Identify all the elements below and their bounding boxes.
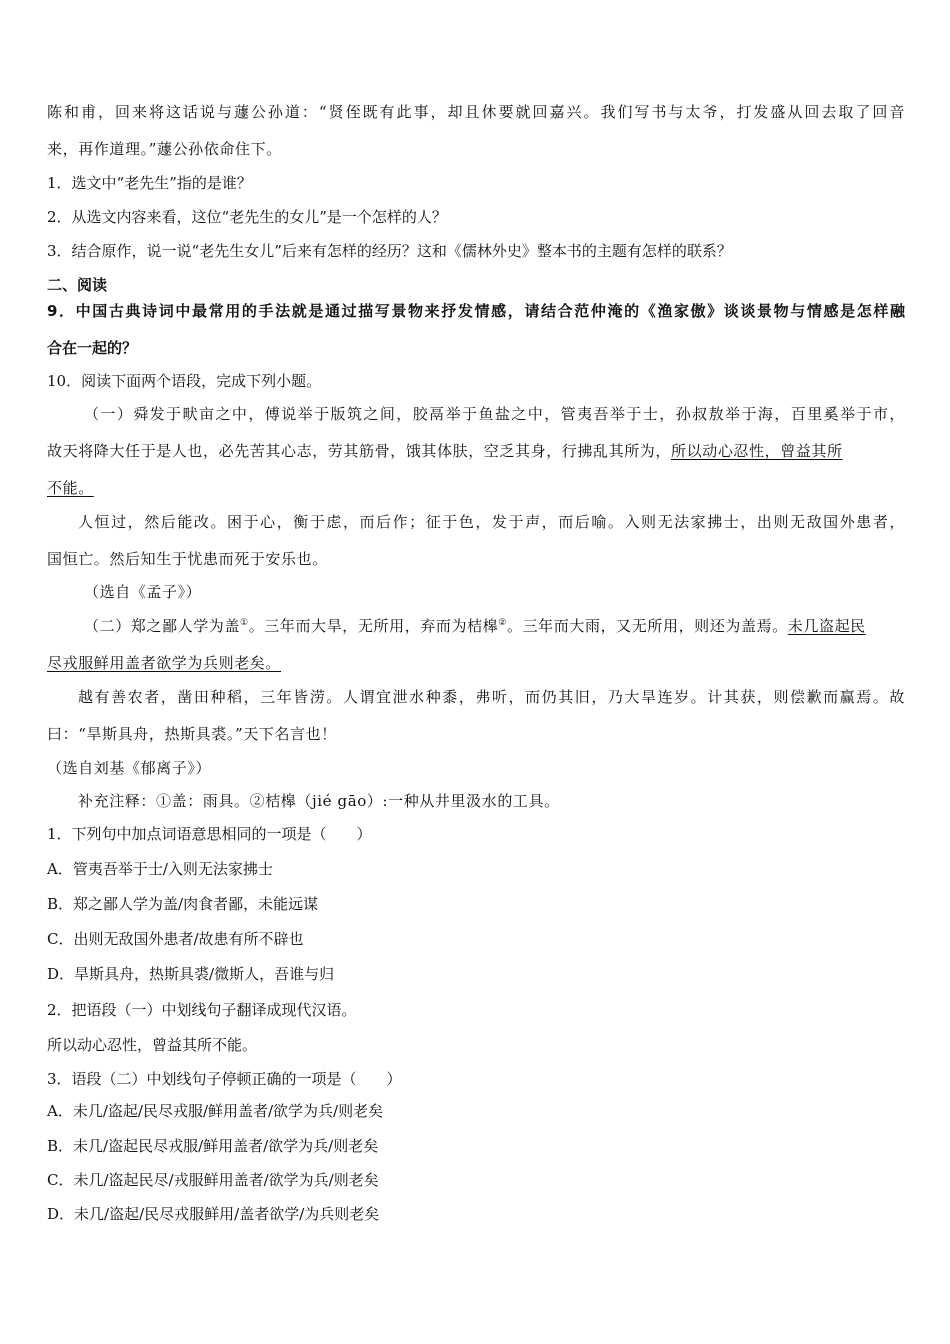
passage3-text-b: 。三年而大旱，无所用，弃而为桔槔 — [248, 617, 499, 635]
passage3-line-2 — [47, 652, 905, 674]
q10-sub1-option-d: D．旱斯具舟，热斯具裘/微斯人，吾谁与归 — [47, 965, 335, 983]
continuation-line-2: 来，再作道理。”蘧公孙依命住下。 — [47, 140, 282, 158]
passage4-line-1: 越有善农者，凿田种稻，三年皆涝。人谓宜泄水种黍，弗听，而仍其旧，乃大旱连岁。计其获，则偿歉而赢焉。故 — [78, 688, 905, 706]
q10-sub1-stem: 1．下列句中加点词语意思相同的一项是（ ） — [47, 825, 372, 843]
q10-sub3-option-b: B．未几/盗起民尽戎服/鲜用盖者/欲学为兵/则老矣 — [47, 1137, 379, 1155]
passage4-line-2: 曰：“旱斯具舟，热斯具裘。”天下名言也！ — [47, 725, 337, 743]
q10-sub2-sentence: 所以动心忍性，曾益其所不能。 — [47, 1036, 258, 1054]
passage1-line-2 — [47, 440, 905, 462]
underlined-sentence-2a: 未几盗起民 — [787, 617, 866, 635]
q10-stem: 10．阅读下面两个语段，完成下列小题。 — [47, 372, 322, 390]
section-title-reading: 二、阅读 — [47, 276, 108, 294]
passage1-line-3 — [47, 477, 905, 499]
footnote-mark-2: ② — [498, 618, 507, 628]
q10-sub3-option-d: D．未几/盗起/民尽戎服鲜用/盖者欲学/为兵则老矣 — [47, 1205, 380, 1223]
passage1-line-1: （一）舜发于畎亩之中，傅说举于版筑之间，胶鬲举于鱼盐之中，管夷吾举于士，孙叔敖举于海，百里奚举于市， — [84, 405, 905, 423]
footnote: 补充注释：①盖：雨具。②桔槔（jié gāo）:一种从井里汲水的工具。 — [78, 792, 560, 810]
passage3-text-c: 。三年而大雨，又无所用，则还为盖焉。 — [506, 617, 788, 635]
q8-sub-1: 1．选文中“老先生”指的是谁？ — [47, 174, 252, 192]
q10-sub1-option-c: C．出则无敌国外患者/故患有所不辟也 — [47, 930, 304, 948]
source-yulizi: （选自刘基《郁离子》） — [47, 759, 212, 777]
q9-line-1: 9．中国古典诗词中最常用的手法就是通过描写景物来抒发情感，请结合范仲淹的《渔家傲》谈谈景物与情感是怎样融 — [47, 302, 905, 320]
passage3-text-a: （二）郑之鄙人学为盖 — [84, 617, 241, 635]
passage3-line-1 — [84, 615, 905, 637]
underlined-sentence-2b: 尽戎服鲜用盖者欲学为兵则老矣。 — [47, 654, 282, 672]
q10-sub3-option-c: C．未几/盗起民尽/戎服鲜用盖者/欲学为兵/则老矣 — [47, 1171, 379, 1189]
q10-sub2-stem: 2．把语段（一）中划线句子翻译成现代汉语。 — [47, 1001, 357, 1019]
q8-sub-2: 2．从选文内容来看，这位“老先生的女儿”是一个怎样的人？ — [47, 208, 447, 226]
passage2-line-2: 国恒亡。然后知生于忧患而死于安乐也。 — [47, 550, 328, 568]
q9-line-2: 合在一起的？ — [47, 339, 138, 357]
source-mengzi: （选自《孟子》） — [84, 583, 202, 601]
q8-sub-3: 3．结合原作，说一说“老先生女儿”后来有怎样的经历？这和《儒林外史》整本书的主题有怎样的联系？ — [47, 242, 732, 260]
q10-sub1-option-b: B．郑之鄙人学为盖/肉食者鄙，未能远谋 — [47, 895, 319, 913]
passage1-line-2-text: 故天将降大任于是人也，必先苦其心志，劳其筋骨，饿其体肤，空乏其身，行拂乱其所为， — [47, 442, 672, 460]
q10-sub3-option-a: A．未几/盗起/民尽戎服/鲜用盖者/欲学为兵/则老矣 — [47, 1102, 384, 1120]
continuation-line-1: 陈和甫，回来将这话说与蘧公孙道：“贤侄既有此事，却且休要就回嘉兴。我们写书与太爷，打发盛从回去取了回音 — [47, 103, 905, 121]
q10-sub3-stem: 3．语段（二）中划线句子停顿正确的一项是（ ） — [47, 1070, 402, 1088]
passage2-line-1: 人恒过，然后能改。困于心，衡于虑，而后作；征于色，发于声，而后喻。入则无法家拂士，出则无敌国外患者， — [78, 513, 905, 531]
underlined-sentence-1b: 不能。 — [47, 479, 94, 497]
footnote-mark-1: ① — [240, 618, 249, 628]
q10-sub1-option-a: A．管夷吾举于士/入则无法家拂士 — [47, 860, 273, 878]
underlined-sentence-1a: 所以动心忍性，曾益其所 — [671, 442, 843, 460]
